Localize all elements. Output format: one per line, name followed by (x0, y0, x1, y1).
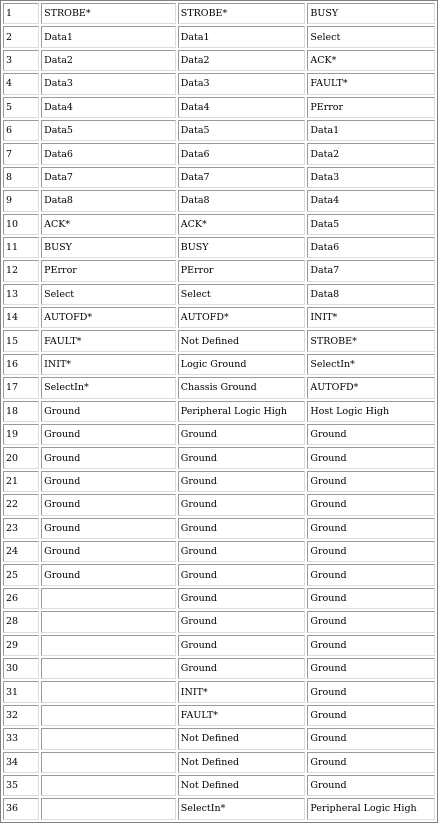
pin-number-cell: 26 (3, 588, 39, 609)
column-b-cell: INIT* (178, 681, 306, 702)
column-a-cell: Ground (41, 401, 176, 422)
column-c-cell: Ground (307, 705, 435, 726)
column-a-cell (41, 728, 176, 749)
pin-number-cell: 18 (3, 401, 39, 422)
column-a-cell: Ground (41, 564, 176, 585)
column-b-cell: Data7 (178, 167, 306, 188)
column-c-cell: Data6 (307, 237, 435, 258)
table-row (3, 330, 435, 351)
column-a-cell: AUTOFD* (41, 307, 176, 328)
column-c-cell: Ground (307, 611, 435, 632)
column-b-cell: SelectIn* (178, 798, 306, 819)
table-row (3, 447, 435, 468)
pin-number-cell: 10 (3, 214, 39, 235)
column-a-cell: STROBE* (41, 3, 176, 24)
pin-number-cell: 11 (3, 237, 39, 258)
column-a-cell: Ground (41, 424, 176, 445)
pin-number-cell: 21 (3, 471, 39, 492)
pin-number-cell: 22 (3, 494, 39, 515)
column-c-cell: Ground (307, 658, 435, 679)
column-b-cell: Ground (178, 564, 306, 585)
column-c-cell: ACK* (307, 50, 435, 71)
table-row (3, 424, 435, 445)
table-row (3, 588, 435, 609)
table-row (3, 681, 435, 702)
column-c-cell: Data5 (307, 214, 435, 235)
pin-number-cell: 32 (3, 705, 39, 726)
table-row (3, 26, 435, 47)
table-row (3, 97, 435, 118)
column-a-cell: Data1 (41, 26, 176, 47)
table-row (3, 50, 435, 71)
pin-number-cell: 14 (3, 307, 39, 328)
table-row (3, 564, 435, 585)
column-c-cell: Data8 (307, 284, 435, 305)
column-b-cell: BUSY (178, 237, 306, 258)
pin-number-cell: 1 (3, 3, 39, 24)
table-row (3, 377, 435, 398)
column-a-cell: Ground (41, 541, 176, 562)
column-c-cell: STROBE* (307, 330, 435, 351)
table-row (3, 541, 435, 562)
pinout-table-body (3, 3, 435, 820)
column-c-cell: Ground (307, 447, 435, 468)
column-c-cell: Select (307, 26, 435, 47)
table-row (3, 354, 435, 375)
pin-number-cell: 33 (3, 728, 39, 749)
column-c-cell: Ground (307, 471, 435, 492)
pin-number-cell: 23 (3, 518, 39, 539)
column-a-cell: Data6 (41, 143, 176, 164)
column-c-cell: SelectIn* (307, 354, 435, 375)
table-row (3, 260, 435, 281)
column-b-cell: AUTOFD* (178, 307, 306, 328)
column-a-cell (41, 681, 176, 702)
column-b-cell: Ground (178, 447, 306, 468)
table-row (3, 518, 435, 539)
pin-number-cell: 6 (3, 120, 39, 141)
table-row (3, 798, 435, 819)
pin-number-cell: 13 (3, 284, 39, 305)
table-row (3, 214, 435, 235)
column-c-cell: Ground (307, 728, 435, 749)
column-a-cell: Ground (41, 518, 176, 539)
column-b-cell: Ground (178, 424, 306, 445)
column-b-cell: Ground (178, 611, 306, 632)
table-row (3, 401, 435, 422)
pin-number-cell: 19 (3, 424, 39, 445)
column-a-cell: Data4 (41, 97, 176, 118)
column-b-cell: Ground (178, 494, 306, 515)
column-a-cell: BUSY (41, 237, 176, 258)
column-a-cell: FAULT* (41, 330, 176, 351)
table-row (3, 284, 435, 305)
table-row (3, 494, 435, 515)
table-row (3, 728, 435, 749)
column-c-cell: Ground (307, 541, 435, 562)
column-c-cell: PError (307, 97, 435, 118)
pin-number-cell: 9 (3, 190, 39, 211)
column-a-cell: Data8 (41, 190, 176, 211)
pin-number-cell: 16 (3, 354, 39, 375)
table-row (3, 471, 435, 492)
table-row (3, 237, 435, 258)
column-b-cell: Ground (178, 541, 306, 562)
column-b-cell: Data8 (178, 190, 306, 211)
pin-number-cell: 2 (3, 26, 39, 47)
column-b-cell: Select (178, 284, 306, 305)
column-c-cell: Ground (307, 752, 435, 773)
column-b-cell: STROBE* (178, 3, 306, 24)
pin-number-cell: 20 (3, 447, 39, 468)
column-c-cell: AUTOFD* (307, 377, 435, 398)
column-b-cell: Ground (178, 518, 306, 539)
pin-number-cell: 28 (3, 611, 39, 632)
column-a-cell: SelectIn* (41, 377, 176, 398)
column-c-cell: Data7 (307, 260, 435, 281)
column-b-cell: Ground (178, 471, 306, 492)
column-b-cell: PError (178, 260, 306, 281)
pin-number-cell: 17 (3, 377, 39, 398)
column-a-cell: Data2 (41, 50, 176, 71)
column-c-cell: Ground (307, 681, 435, 702)
column-c-cell: Ground (307, 518, 435, 539)
column-a-cell (41, 775, 176, 796)
column-b-cell: Data3 (178, 73, 306, 94)
column-c-cell: Ground (307, 775, 435, 796)
pin-number-cell: 4 (3, 73, 39, 94)
column-a-cell (41, 705, 176, 726)
column-b-cell: Not Defined (178, 330, 306, 351)
table-row (3, 775, 435, 796)
column-a-cell: PError (41, 260, 176, 281)
table-row (3, 752, 435, 773)
column-c-cell: Data2 (307, 143, 435, 164)
column-b-cell: Logic Ground (178, 354, 306, 375)
table-row (3, 307, 435, 328)
column-c-cell: Host Logic High (307, 401, 435, 422)
pin-number-cell: 3 (3, 50, 39, 71)
column-c-cell: BUSY (307, 3, 435, 24)
column-b-cell: Not Defined (178, 728, 306, 749)
column-c-cell: Ground (307, 494, 435, 515)
column-b-cell: Ground (178, 588, 306, 609)
column-a-cell (41, 798, 176, 819)
table-row (3, 143, 435, 164)
table-row (3, 73, 435, 94)
column-a-cell (41, 752, 176, 773)
pin-number-cell: 31 (3, 681, 39, 702)
column-b-cell: Data4 (178, 97, 306, 118)
table-row (3, 611, 435, 632)
pin-number-cell: 25 (3, 564, 39, 585)
column-a-cell (41, 611, 176, 632)
column-a-cell (41, 658, 176, 679)
column-c-cell: INIT* (307, 307, 435, 328)
table-row (3, 167, 435, 188)
pin-number-cell: 5 (3, 97, 39, 118)
pin-number-cell: 7 (3, 143, 39, 164)
pin-number-cell: 8 (3, 167, 39, 188)
column-a-cell: Ground (41, 447, 176, 468)
column-a-cell: Select (41, 284, 176, 305)
column-b-cell: Data2 (178, 50, 306, 71)
column-b-cell: Not Defined (178, 752, 306, 773)
pin-number-cell: 35 (3, 775, 39, 796)
pin-number-cell: 29 (3, 635, 39, 656)
column-a-cell: ACK* (41, 214, 176, 235)
column-b-cell: Data6 (178, 143, 306, 164)
column-b-cell: FAULT* (178, 705, 306, 726)
column-c-cell: Peripheral Logic High (307, 798, 435, 819)
table-row (3, 705, 435, 726)
column-c-cell: Data3 (307, 167, 435, 188)
column-c-cell: Data4 (307, 190, 435, 211)
pin-number-cell: 36 (3, 798, 39, 819)
table-row (3, 658, 435, 679)
column-b-cell: Peripheral Logic High (178, 401, 306, 422)
pin-number-cell: 30 (3, 658, 39, 679)
column-b-cell: Ground (178, 658, 306, 679)
table-row (3, 190, 435, 211)
column-a-cell: Ground (41, 471, 176, 492)
table-row (3, 635, 435, 656)
column-c-cell: Ground (307, 635, 435, 656)
table-row (3, 3, 435, 24)
table-row (3, 120, 435, 141)
column-a-cell: Data5 (41, 120, 176, 141)
column-a-cell (41, 588, 176, 609)
column-c-cell: Ground (307, 424, 435, 445)
column-a-cell: Data7 (41, 167, 176, 188)
column-b-cell: Chassis Ground (178, 377, 306, 398)
column-c-cell: Ground (307, 588, 435, 609)
pin-number-cell: 34 (3, 752, 39, 773)
column-c-cell: Ground (307, 564, 435, 585)
pin-number-cell: 12 (3, 260, 39, 281)
column-b-cell: Data5 (178, 120, 306, 141)
column-b-cell: ACK* (178, 214, 306, 235)
column-a-cell: Ground (41, 494, 176, 515)
column-c-cell: Data1 (307, 120, 435, 141)
column-b-cell: Ground (178, 635, 306, 656)
pin-number-cell: 24 (3, 541, 39, 562)
pin-number-cell: 15 (3, 330, 39, 351)
column-b-cell: Not Defined (178, 775, 306, 796)
column-c-cell: FAULT* (307, 73, 435, 94)
column-a-cell: INIT* (41, 354, 176, 375)
column-a-cell (41, 635, 176, 656)
column-b-cell: Data1 (178, 26, 306, 47)
column-a-cell: Data3 (41, 73, 176, 94)
